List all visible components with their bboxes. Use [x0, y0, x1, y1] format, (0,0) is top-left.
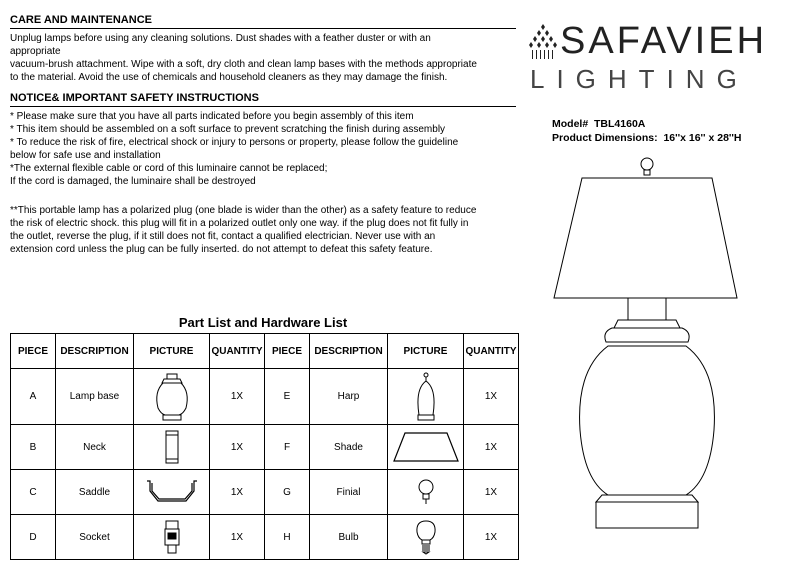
piece-cell: G: [265, 470, 310, 515]
picture-cell: [134, 369, 210, 425]
notice-line: * To reduce the risk of fire, electrical shock or injury to persons or property, please follow the guideline: [10, 137, 459, 148]
header-picture: PICTURE: [134, 334, 210, 369]
header-piece: PIECE: [265, 334, 310, 369]
bulb-icon: [414, 519, 438, 555]
notice-line: *The external flexible cable or cord of this luminaire cannot be replaced;: [10, 163, 328, 174]
lamp-shade-outline: [554, 178, 737, 298]
logo-mark-icon: [528, 24, 558, 60]
piece-cell: F: [265, 425, 310, 470]
header-piece: PIECE: [11, 334, 56, 369]
piece-cell: C: [11, 470, 56, 515]
table-row: [11, 425, 519, 470]
dimensions-row: [552, 131, 742, 145]
dimensions-value: 16''x 16'' x 28''H: [663, 132, 742, 144]
notice-text: [10, 110, 516, 188]
piece-cell: B: [11, 425, 56, 470]
table-row: [11, 470, 519, 515]
neck-icon: [160, 429, 184, 465]
model-value: TBL4160A: [594, 118, 646, 130]
shade-icon: [391, 430, 461, 464]
header-description: DESCRIPTION: [56, 334, 134, 369]
polarized-line: extension cord unless the plug can be fully inserted. do not attempt to defeat this safety feature.: [10, 244, 433, 255]
care-line: Unplug lamps before using any cleaning solutions. Dust shades with a feather duster or with an: [10, 33, 431, 44]
notice-line: * This item should be assembled on a soft surface to prevent scratching the finish during assembly: [10, 124, 446, 135]
harp-icon: [411, 371, 441, 423]
header-picture: PICTURE: [388, 334, 464, 369]
table-row: [11, 515, 519, 560]
description-cell: Finial: [310, 470, 388, 515]
description-cell: Neck: [56, 425, 134, 470]
quantity-cell: 1X: [464, 369, 519, 425]
table-row: [11, 369, 519, 425]
description-cell: Shade: [310, 425, 388, 470]
polarized-line: **This portable lamp has a polarized plug (one blade is wider than the other) as a safety feature to reduce: [10, 205, 477, 216]
picture-cell: [388, 369, 464, 425]
safavieh-lighting-logo: [528, 20, 788, 100]
quantity-cell: 1X: [210, 470, 265, 515]
quantity-cell: 1X: [464, 515, 519, 560]
finial-icon: [416, 478, 436, 506]
picture-cell: [134, 470, 210, 515]
polarized-line: the outlet, reverse the plug, if it still does not fit, contact a qualified electrician. Never use with an: [10, 231, 436, 242]
table-header-row: [11, 334, 519, 369]
description-cell: Saddle: [56, 470, 134, 515]
lamp-drawing: [540, 150, 780, 555]
model-row: [552, 117, 742, 131]
description-cell: Socket: [56, 515, 134, 560]
product-info: [552, 117, 742, 145]
quantity-cell: 1X: [210, 369, 265, 425]
socket-icon: [160, 519, 184, 555]
care-title: CARE AND MAINTENANCE: [10, 14, 516, 29]
saddle-icon: [144, 477, 200, 507]
piece-cell: E: [265, 369, 310, 425]
logo-sub: LIGHTING: [530, 64, 749, 94]
picture-cell: [388, 470, 464, 515]
picture-cell: [388, 515, 464, 560]
logo-brand: SAFAVIEH: [560, 20, 768, 62]
parts-table-title: Part List and Hardware List: [178, 315, 348, 330]
notice-title: NOTICE& IMPORTANT SAFETY INSTRUCTIONS: [10, 92, 516, 107]
header-quantity: QUANTITY: [464, 334, 519, 369]
care-text: [10, 32, 516, 84]
quantity-cell: 1X: [464, 470, 519, 515]
care-line: to the material. Avoid the use of chemicals and household cleaners as they may damage the finish.: [10, 72, 448, 83]
polarized-plug-text: [10, 204, 516, 256]
description-cell: Lamp base: [56, 369, 134, 425]
description-cell: Bulb: [310, 515, 388, 560]
piece-cell: A: [11, 369, 56, 425]
piece-cell: D: [11, 515, 56, 560]
notice-line: below for safe use and installation: [10, 150, 161, 161]
piece-cell: H: [265, 515, 310, 560]
quantity-cell: 1X: [210, 425, 265, 470]
notice-line: * Please make sure that you have all parts indicated before you begin assembly of this item: [10, 111, 414, 122]
parts-table: [10, 333, 519, 560]
care-line: vacuum-brush attachment. Wipe with a soft, dry cloth and clean lamp bases with the methods appropriate: [10, 59, 477, 70]
picture-cell: [134, 515, 210, 560]
description-cell: Harp: [310, 369, 388, 425]
polarized-line: the risk of electric shock. this plug will fit in a polarized outlet only one way. if the plug does not fit fully in: [10, 218, 469, 229]
instructions-column: [10, 14, 516, 256]
dimensions-label: Product Dimensions:: [552, 132, 658, 144]
model-label: Model#: [552, 118, 589, 130]
picture-cell: [388, 425, 464, 470]
picture-cell: [134, 425, 210, 470]
lamp-base-icon: [152, 372, 192, 422]
care-line: appropriate: [10, 46, 61, 57]
quantity-cell: 1X: [210, 515, 265, 560]
quantity-cell: 1X: [464, 425, 519, 470]
header-description: DESCRIPTION: [310, 334, 388, 369]
notice-line: If the cord is damaged, the luminaire shall be destroyed: [10, 176, 256, 187]
header-quantity: QUANTITY: [210, 334, 265, 369]
